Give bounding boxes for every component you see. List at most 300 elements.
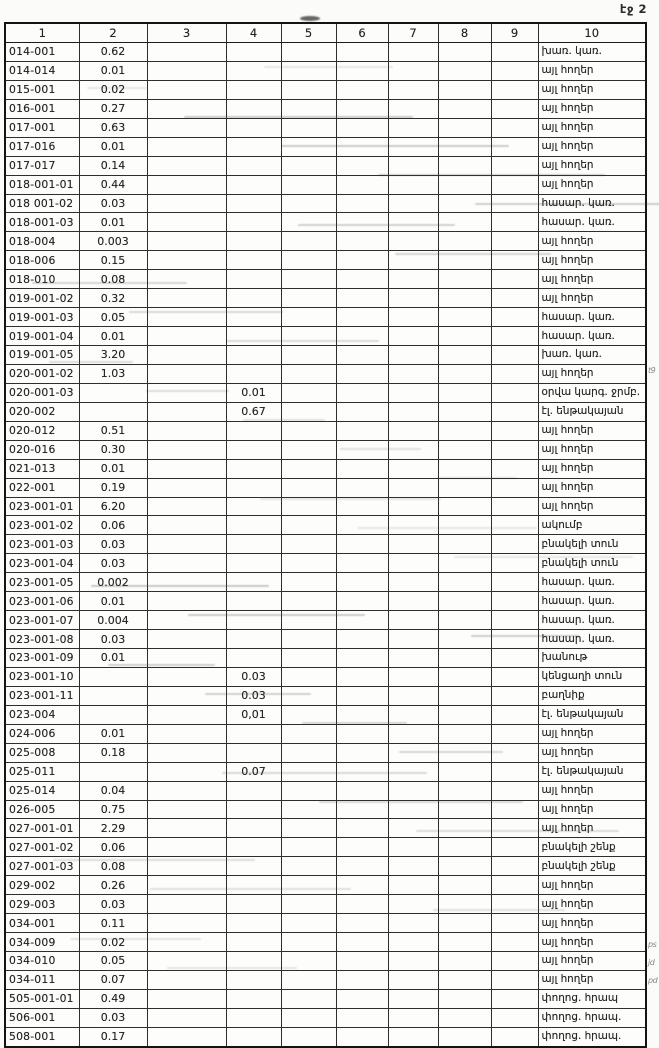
cell-land-type: այլ հողեր <box>538 99 646 118</box>
cell-code: 014-014 <box>5 61 79 80</box>
table-row <box>5 857 646 876</box>
cell-area-other: 0,01 <box>226 705 281 724</box>
cell <box>388 705 438 724</box>
cell-code: 019-001-03 <box>5 308 79 327</box>
cell <box>438 838 491 857</box>
table-body <box>5 43 646 1047</box>
cell <box>336 327 388 346</box>
cell <box>336 308 388 327</box>
cell <box>438 630 491 649</box>
cell-code: 023-001-03 <box>5 535 79 554</box>
table-row <box>5 516 646 535</box>
cell <box>388 686 438 705</box>
cell <box>491 800 538 819</box>
cell <box>336 232 388 251</box>
cell <box>336 213 388 232</box>
cell <box>388 667 438 686</box>
cell <box>388 762 438 781</box>
cell-code: 021-013 <box>5 459 79 478</box>
cell <box>388 137 438 156</box>
cell <box>491 346 538 365</box>
cell-code: 023-001-05 <box>5 573 79 592</box>
cell-code: 034-010 <box>5 952 79 971</box>
cell-area-main <box>79 705 147 724</box>
cell <box>438 251 491 270</box>
cell-area-main: 0.08 <box>79 857 147 876</box>
cell <box>281 649 336 668</box>
cell-land-type: խառ. կառ. <box>538 43 646 62</box>
cell-land-type: այլ հողեր <box>538 459 646 478</box>
cell-area-main: 0.01 <box>79 724 147 743</box>
cell <box>491 1027 538 1046</box>
cell <box>147 232 226 251</box>
cell-area-main: 0.01 <box>79 137 147 156</box>
cell <box>491 933 538 952</box>
cell-code: 020-012 <box>5 421 79 440</box>
cell-area-other <box>226 573 281 592</box>
cell <box>147 137 226 156</box>
cell <box>438 724 491 743</box>
cell <box>281 895 336 914</box>
cell <box>281 80 336 99</box>
cell <box>438 933 491 952</box>
table-row <box>5 478 646 497</box>
cell <box>491 989 538 1008</box>
table-row <box>5 346 646 365</box>
cell-area-other <box>226 251 281 270</box>
cell <box>281 838 336 857</box>
cell-area-other <box>226 43 281 62</box>
cell-area-other <box>226 592 281 611</box>
cell <box>336 497 388 516</box>
cell-area-main: 0.03 <box>79 630 147 649</box>
cell-area-other: 0.07 <box>226 762 281 781</box>
cell <box>281 383 336 402</box>
cell-code: 017-016 <box>5 137 79 156</box>
cell-area-main: 0.26 <box>79 876 147 895</box>
cell-area-main: 0.08 <box>79 270 147 289</box>
cell-area-main: 0.01 <box>79 213 147 232</box>
cell <box>491 308 538 327</box>
cell <box>491 743 538 762</box>
cell <box>388 989 438 1008</box>
cell-area-main: 0.06 <box>79 838 147 857</box>
cell <box>336 895 388 914</box>
cell-code: 506-001 <box>5 1008 79 1027</box>
cell-area-other <box>226 1027 281 1046</box>
cell <box>388 554 438 573</box>
cell <box>281 705 336 724</box>
cell-area-main: 0.75 <box>79 800 147 819</box>
cell-area-other <box>226 649 281 668</box>
cell <box>147 440 226 459</box>
cell <box>438 970 491 989</box>
cell <box>336 649 388 668</box>
cell <box>438 1027 491 1046</box>
cell-code: 025-011 <box>5 762 79 781</box>
cell-land-type: հասար. կառ. <box>538 327 646 346</box>
table-row <box>5 667 646 686</box>
cell-land-type: այլ հողեր <box>538 478 646 497</box>
cell-area-main: 0.49 <box>79 989 147 1008</box>
cell <box>336 952 388 971</box>
cell <box>147 667 226 686</box>
cell <box>388 743 438 762</box>
cell <box>147 611 226 630</box>
cell <box>147 364 226 383</box>
cell-land-type: հասար. կառ. <box>538 573 646 592</box>
cell <box>147 933 226 952</box>
cell-area-other <box>226 440 281 459</box>
cell <box>491 876 538 895</box>
cell <box>147 346 226 365</box>
cell <box>491 137 538 156</box>
cell-area-other <box>226 611 281 630</box>
cell-area-main: 0.01 <box>79 327 147 346</box>
cell <box>281 686 336 705</box>
cell-code: 020-001-03 <box>5 383 79 402</box>
cell-area-main: 0.63 <box>79 118 147 137</box>
cell <box>147 554 226 573</box>
column-header-8: 8 <box>438 23 491 43</box>
cell <box>281 724 336 743</box>
cell <box>281 118 336 137</box>
cell <box>281 43 336 62</box>
cell <box>336 99 388 118</box>
cell <box>281 478 336 497</box>
cell-area-other <box>226 724 281 743</box>
cell <box>281 970 336 989</box>
cell <box>491 649 538 668</box>
cell-code: 020-016 <box>5 440 79 459</box>
cell <box>281 402 336 421</box>
cell <box>438 175 491 194</box>
cell <box>438 421 491 440</box>
cell <box>336 781 388 800</box>
cell <box>336 1008 388 1027</box>
cell <box>388 80 438 99</box>
cell-area-main: 2.29 <box>79 819 147 838</box>
cell <box>336 970 388 989</box>
cell <box>438 649 491 668</box>
cell <box>336 914 388 933</box>
cell-land-type: փողոց. հրապ <box>538 989 646 1008</box>
table-row <box>5 989 646 1008</box>
cell-land-type: այլ հողեր <box>538 819 646 838</box>
cell <box>388 876 438 895</box>
cell-land-type: հասար. կառ. <box>538 611 646 630</box>
cell <box>438 667 491 686</box>
cell-code: 025-008 <box>5 743 79 762</box>
cell-land-type: հասար. կառ. <box>538 194 646 213</box>
cell <box>491 251 538 270</box>
cell <box>491 383 538 402</box>
cell <box>336 194 388 213</box>
cell <box>388 364 438 383</box>
cell <box>491 705 538 724</box>
cell-land-type: փողոց. հրապ. <box>538 1008 646 1027</box>
column-header-2: 2 <box>79 23 147 43</box>
cell <box>281 194 336 213</box>
cell-area-other <box>226 838 281 857</box>
cell <box>336 800 388 819</box>
cell-area-other <box>226 421 281 440</box>
table-row <box>5 554 646 573</box>
cell <box>388 857 438 876</box>
cell <box>388 800 438 819</box>
cell <box>388 649 438 668</box>
cell <box>281 137 336 156</box>
cell <box>491 213 538 232</box>
cell <box>438 781 491 800</box>
cell <box>147 43 226 62</box>
cell <box>388 402 438 421</box>
table-row <box>5 535 646 554</box>
table-row <box>5 838 646 857</box>
cell <box>281 743 336 762</box>
cell <box>147 118 226 137</box>
cell-area-other <box>226 554 281 573</box>
cell <box>336 667 388 686</box>
cell <box>491 781 538 800</box>
page-number-label: էջ 2 <box>619 2 647 16</box>
cell <box>491 592 538 611</box>
cell <box>491 61 538 80</box>
cell-code: 014-001 <box>5 43 79 62</box>
cell-land-type: բնակելի շենք <box>538 838 646 857</box>
cell <box>336 61 388 80</box>
cell <box>388 1027 438 1046</box>
table-row <box>5 970 646 989</box>
cell-land-type: այլ հողեր <box>538 876 646 895</box>
cell-area-other <box>226 895 281 914</box>
cell <box>438 819 491 838</box>
cell <box>438 61 491 80</box>
cell <box>388 630 438 649</box>
table-row <box>5 800 646 819</box>
cell <box>281 933 336 952</box>
cell-area-other <box>226 61 281 80</box>
cell <box>336 251 388 270</box>
cell <box>281 99 336 118</box>
cell <box>147 724 226 743</box>
cell <box>281 346 336 365</box>
cell <box>491 270 538 289</box>
cell-area-other <box>226 459 281 478</box>
cell <box>388 156 438 175</box>
cell <box>147 213 226 232</box>
table-row <box>5 194 646 213</box>
cell <box>491 970 538 989</box>
cell-code: 019-001-04 <box>5 327 79 346</box>
cell <box>438 573 491 592</box>
cell-area-main: 0.06 <box>79 516 147 535</box>
margin-pen-mark: t9 <box>648 365 656 375</box>
cell <box>438 213 491 232</box>
cell <box>336 364 388 383</box>
cell <box>281 270 336 289</box>
cell <box>388 232 438 251</box>
cell-area-other <box>226 989 281 1008</box>
cell <box>438 554 491 573</box>
cell-code: 015-001 <box>5 80 79 99</box>
cell <box>438 440 491 459</box>
cell <box>336 383 388 402</box>
cell-code: 023-001-11 <box>5 686 79 705</box>
cell-area-main: 0.19 <box>79 478 147 497</box>
cell <box>281 876 336 895</box>
cell-land-type: այլ հողեր <box>538 289 646 308</box>
cell <box>336 402 388 421</box>
cell-code: 505-001-01 <box>5 989 79 1008</box>
cell-code: 017-001 <box>5 118 79 137</box>
table-row <box>5 573 646 592</box>
cell <box>147 535 226 554</box>
cell <box>438 611 491 630</box>
cell-land-type: բնակելի շենք <box>538 857 646 876</box>
cell <box>147 402 226 421</box>
table-row <box>5 933 646 952</box>
cell-land-type: փողոց. հրապ. <box>538 1027 646 1046</box>
cell <box>388 781 438 800</box>
cell <box>336 440 388 459</box>
cell <box>147 61 226 80</box>
cell-land-type: այլ հողեր <box>538 421 646 440</box>
cell-code: 034-011 <box>5 970 79 989</box>
cell-area-main: 0.003 <box>79 232 147 251</box>
table-row <box>5 724 646 743</box>
cell <box>491 99 538 118</box>
cell <box>388 914 438 933</box>
header-row <box>5 23 646 43</box>
cell-land-type: այլ հողեր <box>538 364 646 383</box>
cell-area-main: 0.51 <box>79 421 147 440</box>
table-row <box>5 611 646 630</box>
cell-area-main: 0.27 <box>79 99 147 118</box>
cell <box>281 554 336 573</box>
cell <box>147 251 226 270</box>
scan-smudge-mark <box>300 16 320 21</box>
cell <box>336 876 388 895</box>
cell <box>491 630 538 649</box>
cell-code: 027-001-03 <box>5 857 79 876</box>
cell <box>491 440 538 459</box>
cell-area-other <box>226 952 281 971</box>
cell <box>491 327 538 346</box>
cell <box>281 61 336 80</box>
cell-area-main: 0.05 <box>79 308 147 327</box>
cell <box>388 99 438 118</box>
cell <box>491 554 538 573</box>
cell <box>438 989 491 1008</box>
cell <box>438 516 491 535</box>
cell <box>388 421 438 440</box>
cell-area-main: 1.03 <box>79 364 147 383</box>
cell-area-main: 0.04 <box>79 781 147 800</box>
cell-code: 023-001-06 <box>5 592 79 611</box>
cell <box>336 838 388 857</box>
cell <box>281 156 336 175</box>
cell-area-main: 0.02 <box>79 933 147 952</box>
table-row <box>5 156 646 175</box>
cell <box>438 952 491 971</box>
cell <box>491 914 538 933</box>
cell-area-main: 0.07 <box>79 970 147 989</box>
cell <box>336 857 388 876</box>
cell-area-other: 0.01 <box>226 383 281 402</box>
cell <box>147 421 226 440</box>
cell <box>388 327 438 346</box>
column-header-3: 3 <box>147 23 226 43</box>
cell-land-type: այլ հողեր <box>538 724 646 743</box>
cell-land-type: ակումբ <box>538 516 646 535</box>
cell-area-main: 0.15 <box>79 251 147 270</box>
cell <box>491 459 538 478</box>
cell <box>147 1008 226 1027</box>
cell <box>491 895 538 914</box>
cell-area-other <box>226 781 281 800</box>
cell <box>491 857 538 876</box>
cell <box>438 137 491 156</box>
cell <box>336 819 388 838</box>
cell <box>438 914 491 933</box>
cell <box>336 686 388 705</box>
cell <box>281 762 336 781</box>
cell <box>491 289 538 308</box>
cell-area-other <box>226 497 281 516</box>
cell <box>147 270 226 289</box>
cell <box>438 270 491 289</box>
cell <box>147 573 226 592</box>
cell-area-other <box>226 743 281 762</box>
cell <box>281 364 336 383</box>
cell <box>491 686 538 705</box>
cell-area-other <box>226 308 281 327</box>
cell <box>336 535 388 554</box>
cell-land-type: այլ հողեր <box>538 118 646 137</box>
cell <box>438 194 491 213</box>
table-row <box>5 364 646 383</box>
cell <box>147 516 226 535</box>
cell-land-type: հասար. կառ. <box>538 213 646 232</box>
cell <box>336 762 388 781</box>
cell <box>388 440 438 459</box>
cell-code: 019-001-02 <box>5 289 79 308</box>
table-row <box>5 895 646 914</box>
table-row <box>5 876 646 895</box>
cell-code: 018-010 <box>5 270 79 289</box>
table-row <box>5 383 646 402</box>
table-row <box>5 497 646 516</box>
cell <box>388 497 438 516</box>
cell-land-type: կենցաղի տուն <box>538 667 646 686</box>
cell <box>388 895 438 914</box>
cell <box>388 516 438 535</box>
cell <box>438 80 491 99</box>
cell <box>147 970 226 989</box>
cell-code: 034-009 <box>5 933 79 952</box>
cell-area-main: 0.44 <box>79 175 147 194</box>
cell-land-type: հասար. կառ. <box>538 592 646 611</box>
cell-area-main: 0.05 <box>79 952 147 971</box>
cell <box>388 970 438 989</box>
cell <box>336 421 388 440</box>
cell <box>281 440 336 459</box>
cell-code: 023-004 <box>5 705 79 724</box>
cell <box>438 686 491 705</box>
table-row <box>5 440 646 459</box>
cell <box>388 346 438 365</box>
